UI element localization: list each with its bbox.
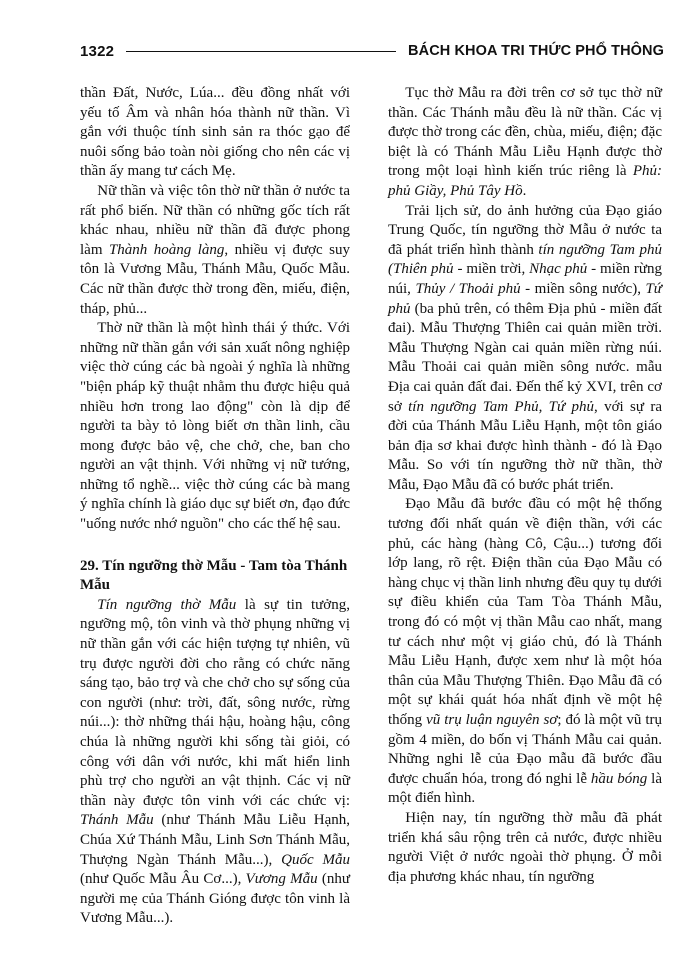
paragraph: thần Đất, Nước, Lúa... đều đồng nhất với yếu tố Âm và nhân hóa thành nữ thần. Vì gắn với thuộc tính sinh sản ra thóc gạo để nuôi sống bảo toàn nòi giống cho nên các vị thần ấy mang tư cách Mẹ. [80, 85, 350, 180]
running-title: BÁCH KHOA TRI THỨC PHỔ THÔNG [408, 43, 664, 59]
paragraph: Hiện nay, tín ngưỡng thờ mẫu đã phát triển khá sâu rộng trên cả nước, được nhiều người Việt ở nước ngoài thờ phụng. Ở mỗi địa phương khác nhau, tín ngưỡng [388, 809, 662, 885]
left-column [80, 84, 350, 929]
paragraph: Tín ngưỡng thờ Mẫu là sự tin tưởng, ngưỡng mộ, tôn vinh và thờ phụng những vị nữ thần gắn với các hiện tượng tự nhiên, vũ trụ được người đời cho rằng có chức năng sáng tạo, bảo trợ và che chở cho sự sống của con người (như: trời, đất, sông nước, rừng núi...): thờ những thái hậu, hoàng hậu, công chúa là những người khi sống tài giỏi, có công với dân với nước, khi mất hiển linh phù trợ cho người an vật thịnh. Các vị nữ thần này được tôn vinh với các chức vị: Thánh Mẫu (như Thánh Mẫu Liễu Hạnh, Chúa Xứ Thánh Mẫu, Linh Sơn Thánh Mẫu, Thượng Ngàn Thánh Mẫu...), Quốc Mẫu (như Quốc Mẫu Âu Cơ...), Vương Mẫu (như người mẹ của Thánh Gióng được tôn vinh là Vương Mẫu...). [80, 596, 350, 927]
paragraph: Trải lịch sử, do ảnh hưởng của Đạo giáo Trung Quốc, tín ngưỡng thờ Mẫu ở nước ta đã phát triển hình thành tín ngưỡng Tam phủ (Thiên phủ - miền trời, Nhạc phủ - miền rừng núi, Thủy / Thoải phủ - miền sông nước), Tứ phủ (ba phủ trên, có thêm Địa phủ - miền đất đai). Mẫu Thượng Thiên cai quản miền trời. Mẫu Thượng Ngàn cai quản miền rừng núi. Mẫu Thoải cai quản miền sông nước. mẫu Địa cai quản đất đai. Đến thế kỷ XVI, trên cơ sở tín ngưỡng Tam Phủ, Tứ phủ, với sự ra đời của Thánh Mẫu Liễu Hạnh, một tôn giáo bản địa sơ khai được hình thành - đó là Đạo Mẫu. So với tín ngưỡng thờ nữ thần, thờ Mẫu, Đạo Mẫu đã có bước phát triển. [388, 202, 662, 493]
page-header [80, 40, 664, 62]
paragraph: Tục thờ Mẫu ra đời trên cơ sở tục thờ nữ thần. Các Thánh mẫu đều là nữ thần. Các vị được thờ trong các đền, chùa, miếu, điện; đặc biệt là có Thánh Mẫu Liễu Hạnh được thờ trong một loại hình kiến trúc riêng là Phủ: phủ Giầy, Phủ Tây Hồ. [388, 85, 662, 199]
header-rule [126, 51, 396, 52]
paragraph: Nữ thần và việc tôn thờ nữ thần ở nước ta rất phổ biến. Nữ thần có những gốc tích rất khác nhau, nhiều nữ thần đã được phong làm Thành hoàng làng, nhiều vị được suy tôn là Vương Mẫu, Thánh Mẫu, Quốc Mẫu. Các nữ thần được thờ trong đền, miếu, điện, tháp, phủ... [80, 182, 350, 317]
paragraph: Đạo Mẫu đã bước đầu có một hệ thống tương đối nhất quán về điện thần, với các phủ, các hàng (hàng Cô, Cậu...) tương đối lớp lang, rõ rệt. Điện thần của Đạo Mẫu có hàng chục vị thần linh nhưng đều quy tụ dưới sự điều khiển của Tam Tòa Thánh Mẫu, trong đó có một vị thần Mẫu cao nhất, mang tư cách như một vị giáo chủ, đó là Thánh Mẫu Liễu Hạnh, được xem như là một hóa thân của Mẫu Thượng Thiên. Đạo Mẫu đã có một sự khái quát hóa nhất định về một hệ thống vũ trụ luận nguyên sơ; đó là một vũ trụ gồm 4 miền, do bốn vị Thánh Mẫu cai quản. Những nghi lễ của Đạo mẫu đã bước đầu được chuẩn hóa, trong đó nghi lễ hầu bóng là một điển hình. [388, 496, 663, 807]
section-heading: 29. Tín ngưỡng thờ Mẫu - Tam tòa Thánh Mẫu [80, 557, 348, 594]
right-column [388, 84, 662, 887]
page-number: 1322 [80, 42, 115, 60]
paragraph: Thờ nữ thần là một hình thái ý thức. Với những nữ thần gắn với sản xuất nông nghiệp việc thờ cúng các bà ngoài ý nghĩa là những "biện pháp kỹ thuật nhằm thu được hiệu quả nhiều hơn trong lao động" còn là dịp để người ta bày tỏ lòng biết ơn thần linh, cầu mong được bảo vệ, che chở, che, ban cho người an vật thịnh. Với những vị nữ tướng, những tổ nghề... việc thờ cúng các bà mang ý nghĩa chính là giáo dục sự biết ơn, đạo đức "uống nước nhớ nguồn" cho các thế hệ sau. [80, 320, 350, 533]
